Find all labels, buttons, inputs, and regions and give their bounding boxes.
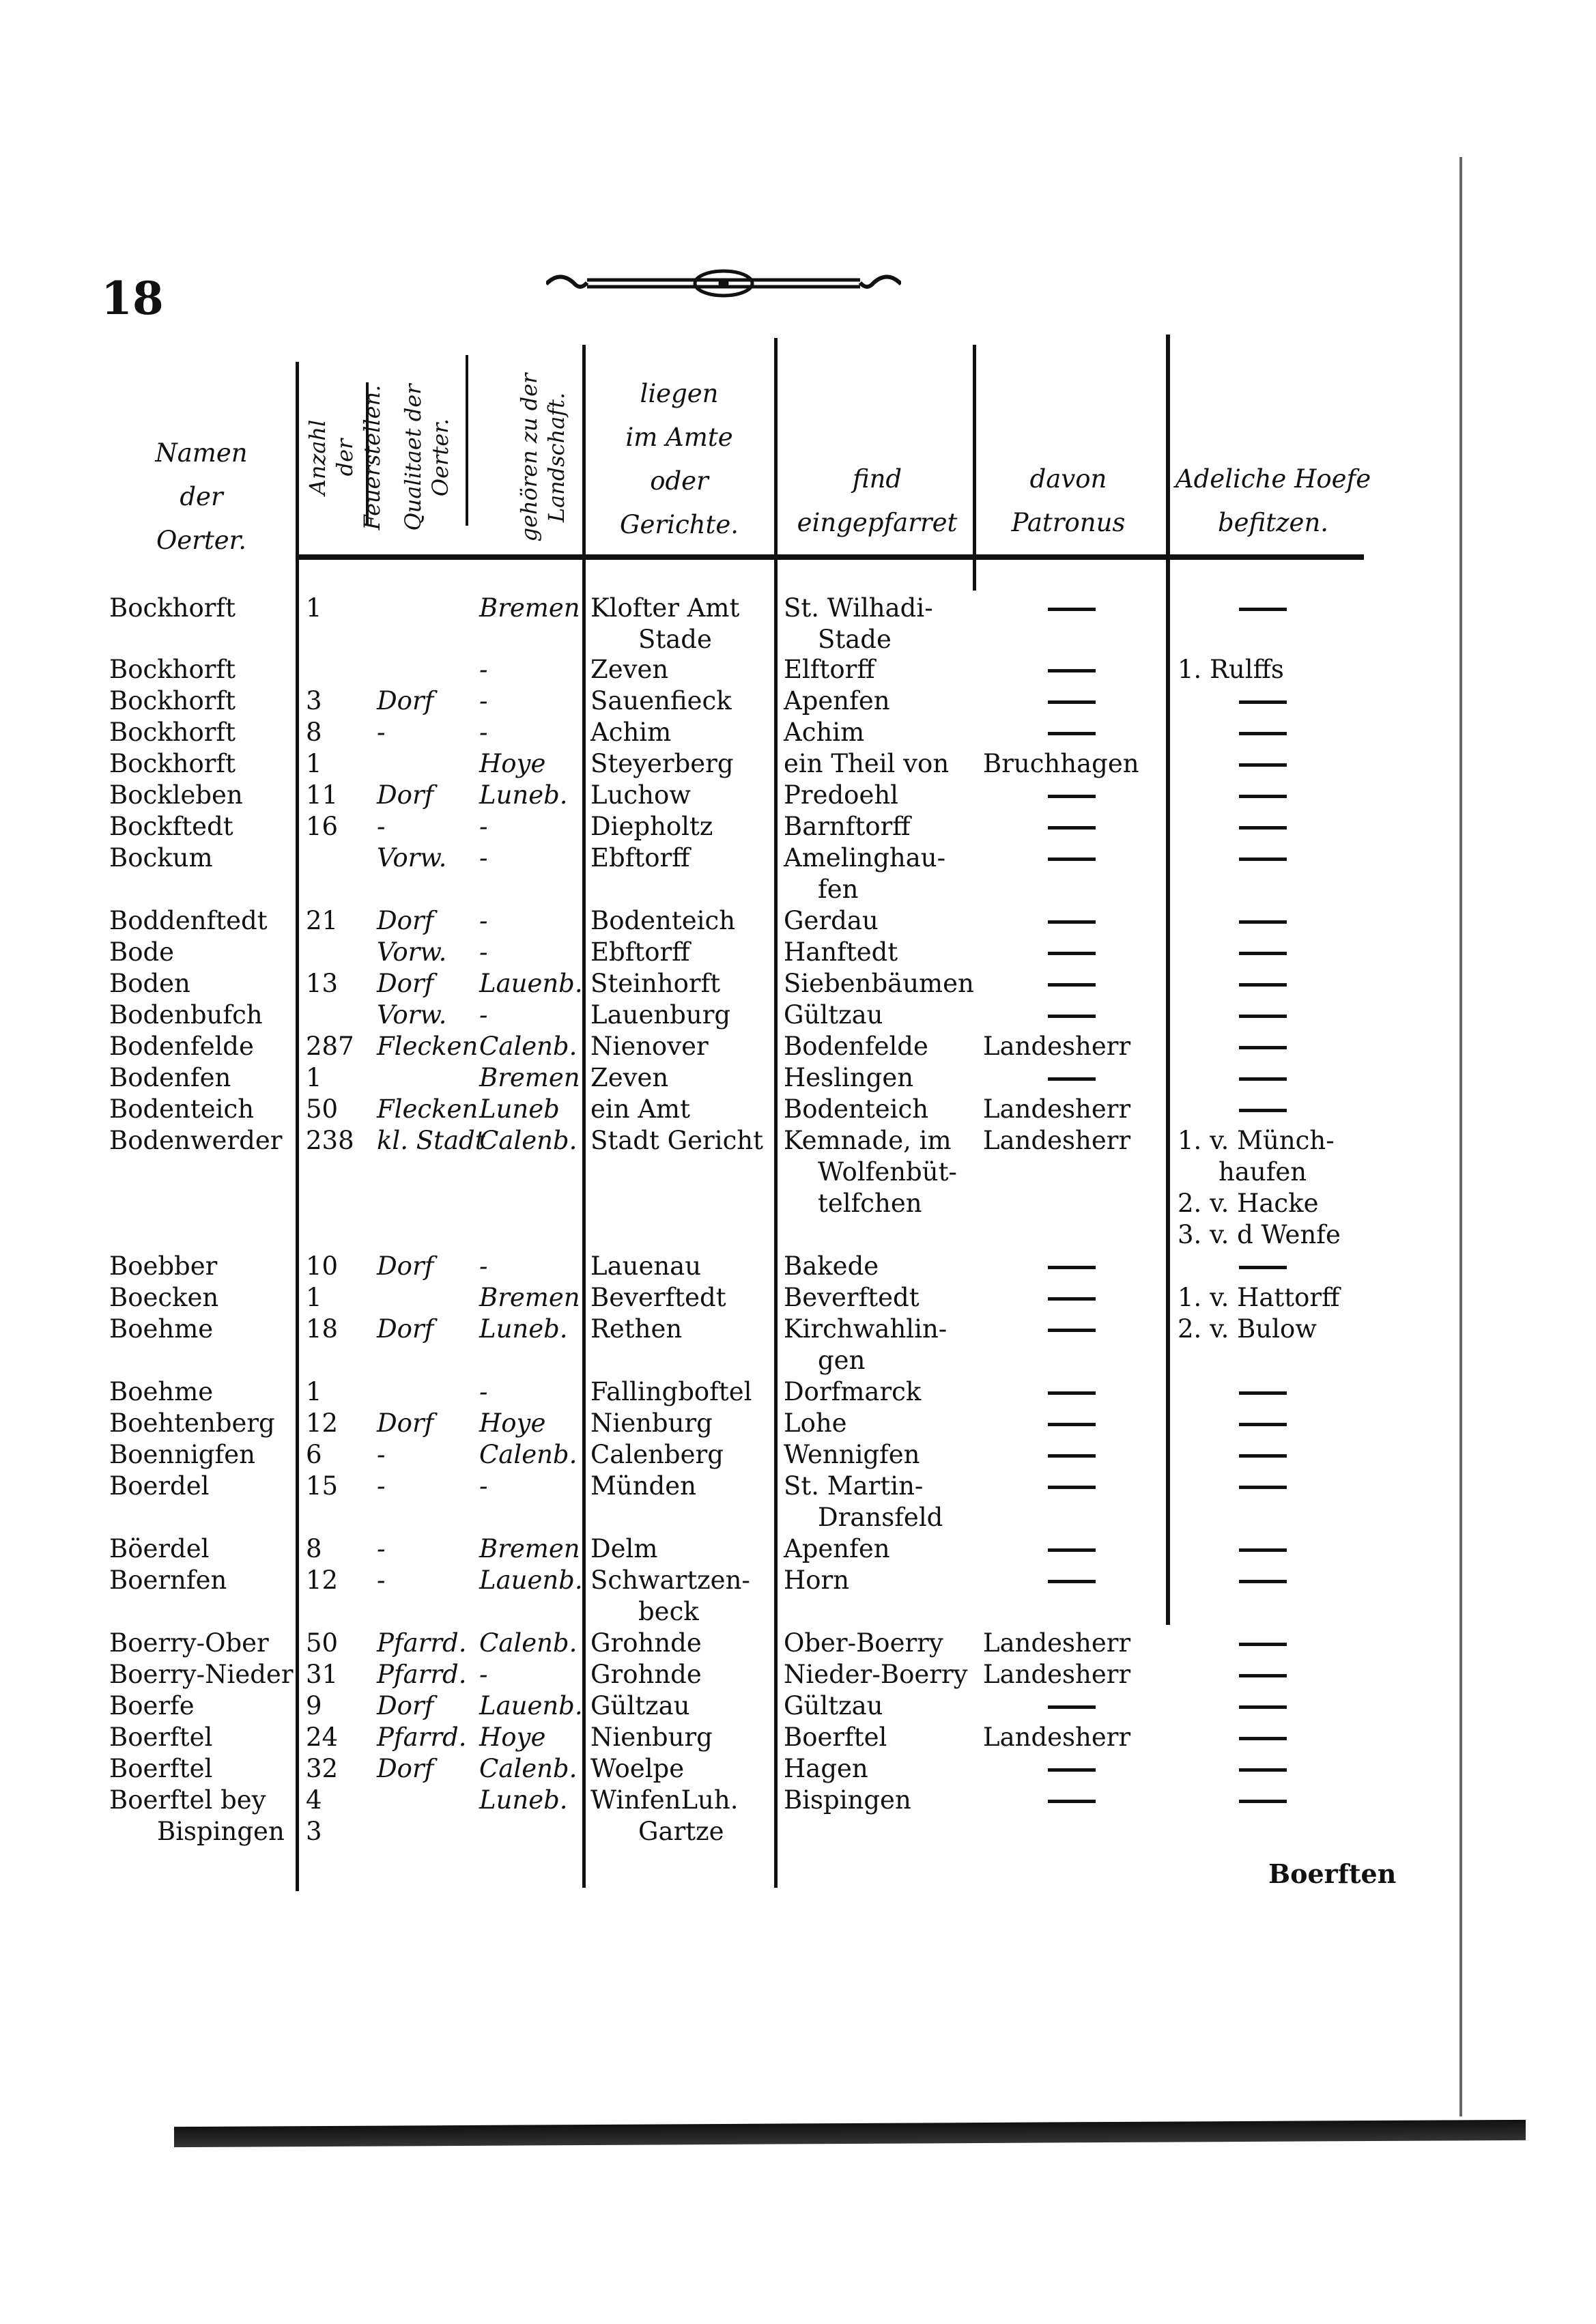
cell-amt: ein Amt (590, 1094, 690, 1124)
page-edge-right (1459, 157, 1462, 2116)
cell-quality: Dorf (377, 1691, 434, 1720)
cell-amt: Calenberg (590, 1440, 724, 1469)
dash-patron (1048, 1297, 1096, 1301)
cell-patron: Landesherr (983, 1126, 1131, 1155)
cell-name: Bode (109, 937, 175, 967)
cell-count: 4 (306, 1785, 322, 1815)
cell-name: Boden (109, 969, 190, 998)
dash-hof (1239, 700, 1287, 704)
cell-amt: Stadt Gericht (590, 1126, 763, 1155)
cell-quality: - (377, 1565, 386, 1595)
cell-amt: Gültzau (590, 1691, 690, 1720)
cell-name: Boennigfen (109, 1440, 255, 1469)
dash-hof (1239, 1266, 1287, 1269)
dash-patron (1048, 920, 1096, 924)
cell-land: Bremen (479, 593, 580, 623)
cell-patron: Landesherr (983, 1723, 1131, 1752)
cell-amt2: beck (638, 1597, 699, 1626)
cell-kirche2: Stade (818, 625, 892, 654)
cell-land: Luneb (479, 1094, 560, 1124)
cell-kirche: Apenfen (784, 1534, 890, 1563)
cell-land: - (479, 812, 488, 841)
dash-patron (1048, 795, 1096, 798)
cell-kirche2: fen (818, 875, 859, 904)
cell-name: Boerry-Nieder (109, 1660, 294, 1689)
cell-name: Bodenwerder (109, 1126, 283, 1155)
cell-count: 31 (306, 1660, 339, 1689)
cell-patron: Landesherr (983, 1032, 1131, 1061)
cell-amt: Schwartzen- (590, 1565, 750, 1595)
cell-patron: Landesherr (983, 1094, 1131, 1124)
dash-hof (1239, 983, 1287, 987)
cell-kirche: ein Theil von (784, 749, 950, 778)
cell-count: 1 (306, 1063, 322, 1092)
dash-patron (1048, 1800, 1096, 1803)
cell-quality: Dorf (377, 1251, 434, 1281)
cell-kirche: Bakede (784, 1251, 879, 1281)
cell-name: Bodenfen (109, 1063, 231, 1092)
dash-hof (1239, 920, 1287, 924)
cell-count: 12 (306, 1408, 339, 1438)
dash-hof (1239, 732, 1287, 735)
cell-kirche3: telfchen (818, 1189, 922, 1218)
dash-hof (1239, 1674, 1287, 1677)
dash-patron (1048, 732, 1096, 735)
cell-name: Bockhorft (109, 655, 236, 684)
cell-count: 8 (306, 718, 322, 747)
cell-name: Boecken (109, 1283, 219, 1312)
cell-count: 1 (306, 1283, 322, 1312)
dash-patron (1048, 1266, 1096, 1269)
cell-quality: - (377, 718, 386, 747)
dash-patron (1048, 858, 1096, 861)
cell-kirche: Achim (784, 718, 865, 747)
cell-land: Hoye (479, 1408, 546, 1438)
cell-count: 238 (306, 1126, 354, 1155)
cell-name: Boerftel (109, 1754, 213, 1783)
cell-kirche: Bodenteich (784, 1094, 929, 1124)
header-eingepfarret: find eingepfarret (797, 464, 958, 537)
dash-hof (1239, 1800, 1287, 1803)
cell-kirche: Kemnade, im (784, 1126, 952, 1155)
cell-kirche: Wennigfen (784, 1440, 920, 1469)
cell-land: Luneb. (479, 1785, 568, 1815)
cell-kirche: Hagen (784, 1754, 868, 1783)
rule-col-7 (1166, 335, 1170, 1625)
cell-land: - (479, 1471, 488, 1501)
cell-count: 13 (306, 969, 339, 998)
cell-land: - (479, 718, 488, 747)
rule-col-4 (582, 345, 586, 1888)
dash-hof (1239, 1705, 1287, 1709)
cell-land: Calenb. (479, 1754, 578, 1783)
cell-amt: Woelpe (590, 1754, 685, 1783)
dash-hof (1239, 1077, 1287, 1081)
cell-name: Boerfe (109, 1691, 195, 1720)
cell-land: Bremen (479, 1063, 580, 1092)
cell-amt: Diepholtz (590, 812, 713, 841)
cell-quality: Dorf (377, 780, 434, 810)
cell-hof: 1. v. Hattorff (1178, 1283, 1340, 1312)
cell-land: - (479, 1377, 488, 1406)
dash-patron (1048, 608, 1096, 611)
cell-amt: Bodenteich (590, 906, 736, 935)
cell-amt: Steyerberg (590, 749, 734, 778)
cell-kirche: St. Wilhadi- (784, 593, 933, 623)
cell-count: 287 (306, 1032, 354, 1061)
cell-amt: Beverftedt (590, 1283, 726, 1312)
cell-quality: - (377, 1471, 386, 1501)
dash-patron (1048, 1329, 1096, 1332)
cell-count: 18 (306, 1314, 339, 1344)
cell-amt: Grohnde (590, 1660, 702, 1689)
cell-name: Bodenfelde (109, 1032, 254, 1061)
cell-name: Böerdel (109, 1534, 210, 1563)
cell-amt: Fallingboftel (590, 1377, 752, 1406)
cell-kirche: Horn (784, 1565, 850, 1595)
cell-kirche: Siebenbäumen (784, 969, 974, 998)
header-amte: liegen im Amte oder Gerichte. (619, 379, 739, 539)
cell-amt: Nienover (590, 1032, 709, 1061)
cell-land: Hoye (479, 749, 546, 778)
cell-name: Bockhorft (109, 718, 236, 747)
cell-kirche: Gerdau (784, 906, 879, 935)
rule-col-5 (774, 338, 778, 1888)
cell-amt: Sauenfieck (590, 686, 732, 715)
cell-kirche2: gen (818, 1346, 866, 1375)
cell-quality: Flecken (377, 1032, 479, 1061)
cell-amt: Zeven (590, 1063, 669, 1092)
cell-amt: Nienburg (590, 1723, 713, 1752)
header-patronus: davon Patronus (1011, 464, 1126, 537)
header-gehoeren: gehören zu der Landschaft. (516, 373, 569, 542)
cell-name: Bockleben (109, 780, 243, 810)
cell-quality: Dorf (377, 1314, 434, 1344)
cell-hof3: 2. v. Hacke (1178, 1189, 1319, 1218)
cell-quality: - (377, 1534, 386, 1563)
dash-hof (1239, 1109, 1287, 1112)
cell-count: 3 (306, 686, 322, 715)
catchword: Boerften (1268, 1858, 1397, 1889)
cell-amt: Ebftorff (590, 843, 690, 873)
cell-amt: Klofter Amt (590, 593, 740, 623)
cell-count: 9 (306, 1691, 322, 1720)
dash-patron (1048, 1077, 1096, 1081)
cell-amt: WinfenLuh. (590, 1785, 739, 1815)
cell-quality: - (377, 1440, 386, 1469)
cell-kirche: Dorfmarck (784, 1377, 922, 1406)
header-hoefe: Adeliche Hoefe befitzen. (1175, 464, 1371, 537)
cell-name: Boerry-Ober (109, 1628, 269, 1658)
cell-name2: Bispingen (157, 1817, 285, 1846)
dash-patron (1048, 1423, 1096, 1426)
cell-kirche: Apenfen (784, 686, 890, 715)
cell-quality: Vorw. (377, 1000, 447, 1030)
cell-land: Bremen (479, 1283, 580, 1312)
cell-amt: Steinhorft (590, 969, 721, 998)
cell-land: Calenb. (479, 1440, 578, 1469)
cell-quality: Pfarrd. (377, 1660, 467, 1689)
cell-kirche2: Dransfeld (818, 1503, 943, 1532)
dash-hof (1239, 1768, 1287, 1772)
cell-count: 8 (306, 1534, 322, 1563)
dash-patron (1048, 1486, 1096, 1489)
dash-patron (1048, 952, 1096, 955)
cell-quality: Vorw. (377, 937, 447, 967)
cell-count: 50 (306, 1094, 339, 1124)
cell-amt: Delm (590, 1534, 658, 1563)
cell-land: - (479, 1660, 488, 1689)
cell-count: 16 (306, 812, 339, 841)
cell-kirche: Bispingen (784, 1785, 911, 1815)
dash-hof (1239, 1643, 1287, 1646)
cell-land: Calenb. (479, 1126, 578, 1155)
cell-count: 12 (306, 1565, 339, 1595)
dash-hof (1239, 1486, 1287, 1489)
dash-hof (1239, 608, 1287, 611)
dash-hof (1239, 795, 1287, 798)
dash-hof (1239, 1423, 1287, 1426)
page-number: 18 (101, 272, 164, 325)
cell-kirche: Heslingen (784, 1063, 914, 1092)
cell-quality: Vorw. (377, 843, 447, 873)
cell-name: Bodenbufch (109, 1000, 263, 1030)
cell-quality: Dorf (377, 969, 434, 998)
cell-patron: Landesherr (983, 1628, 1131, 1658)
cell-count: 24 (306, 1723, 339, 1752)
dash-patron (1048, 983, 1096, 987)
cell-kirche: Nieder-Boerry (784, 1660, 968, 1689)
cell-kirche: Beverftedt (784, 1283, 920, 1312)
cell-amt: Luchow (590, 780, 691, 810)
cell-name: Bodenteich (109, 1094, 255, 1124)
cell-kirche: Kirchwahlin- (784, 1314, 947, 1344)
cell-land: Luneb. (479, 780, 568, 810)
cell-name: Bockhorft (109, 686, 236, 715)
cell-land: Bremen (479, 1534, 580, 1563)
cell-kirche: Elftorff (784, 655, 875, 684)
cell-hof: 2. v. Bulow (1178, 1314, 1317, 1344)
cell-land: - (479, 906, 488, 935)
cell-hof: 1. v. Münch- (1178, 1126, 1335, 1155)
cell-quality: - (377, 812, 386, 841)
cell-kirche: Gültzau (784, 1691, 883, 1720)
cell-count: 10 (306, 1251, 339, 1281)
cell-amt: Nienburg (590, 1408, 713, 1438)
cell-kirche: Hanftedt (784, 937, 898, 967)
cell-amt: Lauenburg (590, 1000, 731, 1030)
dash-patron (1048, 669, 1096, 672)
dash-hof (1239, 763, 1287, 767)
header-anzahl: Anzahl der Feuerstellen. (304, 384, 385, 530)
cell-name: Boddenftedt (109, 906, 268, 935)
cell-quality: Dorf (377, 906, 434, 935)
page-shadow (174, 2120, 1526, 2147)
cell-land: - (479, 686, 488, 715)
cell-land: - (479, 1251, 488, 1281)
dash-hof (1239, 1580, 1287, 1583)
dash-patron (1048, 826, 1096, 830)
cell-kirche: Amelinghau- (784, 843, 946, 873)
cell-patron: Bruchhagen (983, 749, 1139, 778)
cell-quality: Flecken (377, 1094, 479, 1124)
cell-count2: 3 (306, 1817, 322, 1846)
dash-hof (1239, 1454, 1287, 1458)
cell-kirche: Gültzau (784, 1000, 883, 1030)
dash-patron (1048, 1768, 1096, 1772)
cell-quality: Pfarrd. (377, 1723, 467, 1752)
cell-name: Bockhorft (109, 749, 236, 778)
cell-name: Boehme (109, 1314, 214, 1344)
cell-count: 6 (306, 1440, 322, 1469)
cell-land: Calenb. (479, 1032, 578, 1061)
cell-name: Boernfen (109, 1565, 227, 1595)
cell-land: Calenb. (479, 1628, 578, 1658)
dash-patron (1048, 1015, 1096, 1018)
cell-count: 1 (306, 1377, 322, 1406)
cell-amt: Grohnde (590, 1628, 702, 1658)
cell-land: - (479, 655, 488, 684)
cell-land: Hoye (479, 1723, 546, 1752)
cell-kirche: Ober-Boerry (784, 1628, 943, 1658)
cell-name: Boehtenberg (109, 1408, 275, 1438)
cell-kirche: Boerftel (784, 1723, 887, 1752)
rule-col-1 (296, 362, 299, 1891)
cell-name: Boerdel (109, 1471, 210, 1501)
cell-kirche: Predoehl (784, 780, 898, 810)
header-qualitaet: Qualitaet der Oerter. (400, 384, 453, 531)
cell-land: - (479, 937, 488, 967)
cell-land: Luneb. (479, 1314, 568, 1344)
cell-count: 50 (306, 1628, 339, 1658)
cell-quality: Dorf (377, 1408, 434, 1438)
cell-count: 11 (306, 780, 339, 810)
ornament-icon (546, 264, 901, 304)
cell-land: Lauenb. (479, 969, 583, 998)
cell-quality: Dorf (377, 686, 434, 715)
dash-patron (1048, 1580, 1096, 1583)
cell-quality: Pfarrd. (377, 1628, 467, 1658)
cell-amt: Ebftorff (590, 937, 690, 967)
cell-amt2: Gartze (638, 1817, 724, 1846)
dash-hof (1239, 1391, 1287, 1395)
cell-name: Bockhorft (109, 593, 236, 623)
cell-name: Boebber (109, 1251, 218, 1281)
cell-count: 1 (306, 749, 322, 778)
dash-patron (1048, 1391, 1096, 1395)
dash-hof (1239, 1015, 1287, 1018)
cell-hof2: haufen (1219, 1157, 1307, 1187)
rule-col-3 (466, 355, 468, 526)
dash-patron (1048, 1548, 1096, 1552)
cell-name: Boehme (109, 1377, 214, 1406)
cell-hof: 1. Rulffs (1178, 655, 1284, 684)
cell-name: Boerftel (109, 1723, 213, 1752)
cell-land: - (479, 843, 488, 873)
cell-hof4: 3. v. d Wenfe (1178, 1220, 1341, 1249)
cell-amt: Lauenau (590, 1251, 702, 1281)
dash-patron (1048, 700, 1096, 704)
cell-kirche: Barnftorff (784, 812, 911, 841)
cell-count: 15 (306, 1471, 339, 1501)
cell-amt: Rethen (590, 1314, 683, 1344)
cell-land: - (479, 1000, 488, 1030)
cell-land: Lauenb. (479, 1691, 583, 1720)
cell-count: 32 (306, 1754, 339, 1783)
cell-amt: Münden (590, 1471, 696, 1501)
dash-patron (1048, 1705, 1096, 1709)
cell-quality: kl. Stadt (377, 1126, 485, 1155)
cell-name: Bockum (109, 843, 213, 873)
cell-amt: Zeven (590, 655, 669, 684)
cell-land: Lauenb. (479, 1565, 583, 1595)
dash-hof (1239, 1548, 1287, 1552)
cell-kirche: Bodenfelde (784, 1032, 928, 1061)
dash-hof (1239, 952, 1287, 955)
header-namen: Namen der Oerter. (155, 438, 248, 555)
cell-quality: Dorf (377, 1754, 434, 1783)
dash-hof (1239, 1737, 1287, 1740)
cell-kirche: St. Martin- (784, 1471, 924, 1501)
cell-amt2: Stade (638, 625, 712, 654)
dash-hof (1239, 858, 1287, 861)
dash-hof (1239, 1046, 1287, 1049)
cell-count: 1 (306, 593, 322, 623)
cell-kirche2: Wolfenbüt- (818, 1157, 957, 1187)
cell-name: Bockftedt (109, 812, 233, 841)
cell-amt: Achim (590, 718, 672, 747)
header-rule (296, 554, 1364, 560)
dash-patron (1048, 1454, 1096, 1458)
cell-kirche: Lohe (784, 1408, 847, 1438)
cell-patron: Landesherr (983, 1660, 1131, 1689)
dash-hof (1239, 826, 1287, 830)
cell-name: Boerftel bey (109, 1785, 266, 1815)
cell-count: 21 (306, 906, 339, 935)
